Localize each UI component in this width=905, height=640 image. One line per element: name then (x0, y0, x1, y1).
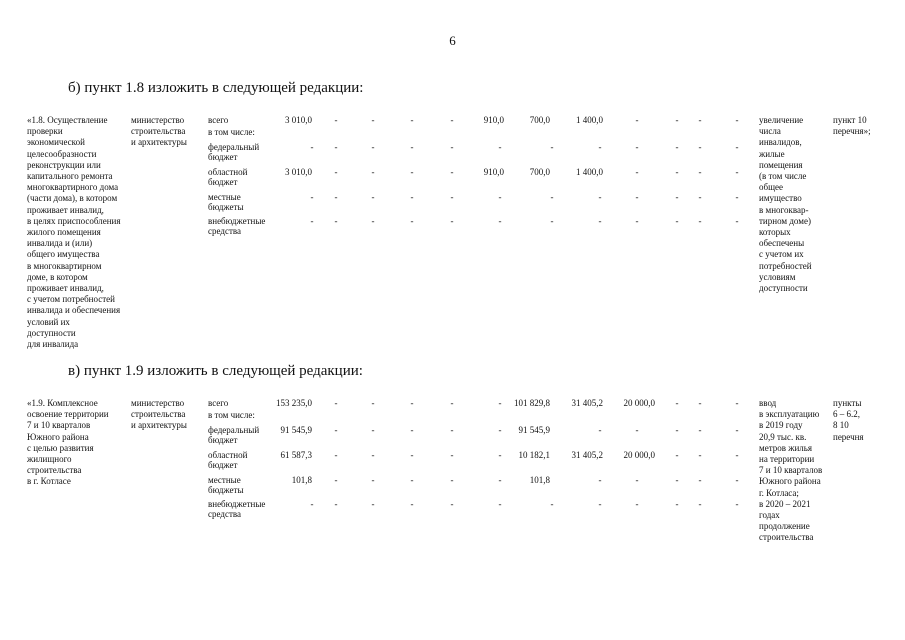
value-cell: - (334, 142, 338, 152)
funding-source: областной бюджет (208, 167, 248, 187)
value-cell: - (410, 192, 414, 202)
value-cell: 910,0 (483, 115, 504, 125)
value-cell: - (698, 115, 702, 125)
result-indicator: ввод в эксплуатацию в 2019 году 20,9 тыс. кв. метров жилья на территории 7 и 10 кварталов Южного района г. Котласа; в 2020 – 2021 годах продолжение строительства (759, 398, 823, 543)
value-cell: - (410, 216, 414, 226)
funding-source: всего (208, 115, 229, 125)
value-cell: - (735, 398, 739, 408)
value-cell: - (334, 216, 338, 226)
value-cell: - (598, 475, 602, 485)
value-cell: - (698, 216, 702, 226)
funding-source: в том числе: (208, 127, 255, 137)
value-cell: - (675, 450, 679, 460)
value-cell: - (450, 475, 454, 485)
funding-source: областной бюджет (208, 450, 248, 470)
value-cell: - (735, 425, 739, 435)
value-cell: - (735, 475, 739, 485)
value-cell: - (371, 450, 375, 460)
value-cell: - (334, 115, 338, 125)
executor: министерство строительства и архитектуры (131, 115, 187, 148)
value-cell: - (410, 499, 414, 509)
value-cell: - (371, 216, 375, 226)
value-cell: - (310, 142, 314, 152)
value-cell: - (735, 450, 739, 460)
section-1-9-heading: в) пункт 1.9 изложить в следующей редакции: (68, 363, 363, 379)
value-cell: - (450, 115, 454, 125)
value-cell: 153 235,0 (276, 398, 312, 408)
value-cell: - (498, 398, 502, 408)
value-cell: - (410, 142, 414, 152)
value-cell: 3 010,0 (285, 167, 312, 177)
value-cell: - (334, 450, 338, 460)
value-cell: - (635, 216, 639, 226)
value-cell: - (334, 425, 338, 435)
value-cell: - (450, 425, 454, 435)
value-cell: - (410, 167, 414, 177)
value-cell: - (550, 142, 554, 152)
value-cell: - (371, 499, 375, 509)
executor: министерство строительства и архитектуры (131, 398, 187, 431)
value-cell: - (675, 167, 679, 177)
value-cell: 101,8 (529, 475, 550, 485)
value-cell: - (598, 192, 602, 202)
funding-source: внебюджетные средства (208, 216, 266, 236)
value-cell: - (698, 192, 702, 202)
value-cell: - (371, 475, 375, 485)
section-1-8-heading: б) пункт 1.8 изложить в следующей редакции: (68, 80, 364, 96)
value-cell: - (498, 216, 502, 226)
value-cell: - (450, 142, 454, 152)
value-cell: 31 405,2 (571, 398, 603, 408)
value-cell: - (371, 398, 375, 408)
value-cell: - (698, 142, 702, 152)
value-cell: - (450, 499, 454, 509)
value-cell: - (310, 216, 314, 226)
value-cell: - (371, 192, 375, 202)
measure-title: «1.8. Осуществление проверки экономической целесообразности реконструкции или капитального ремонта многоквартирного дома (части дома), в котором проживает инвалид, в целях приспособления жилого помещения инвалида и (или) общего имущества в многоквартирном доме, в котором проживает инвалид, с учетом потребностей инвалида и обеспечения условий их доступности для инвалида (27, 115, 121, 350)
measure-title: «1.9. Комплексное освоение территории 7 и 10 кварталов Южного района с целью развития жилищного строительства в г. Котласе (27, 398, 109, 487)
reference: пункт 10 перечня»; (833, 115, 871, 137)
value-cell: - (371, 425, 375, 435)
value-cell: - (735, 142, 739, 152)
value-cell: 91 545,9 (280, 425, 312, 435)
value-cell: - (550, 499, 554, 509)
value-cell: - (735, 216, 739, 226)
value-cell: - (675, 192, 679, 202)
value-cell: - (310, 192, 314, 202)
value-cell: - (498, 425, 502, 435)
value-cell: - (698, 167, 702, 177)
value-cell: 31 405,2 (571, 450, 603, 460)
value-cell: - (635, 192, 639, 202)
value-cell: - (675, 499, 679, 509)
value-cell: - (675, 216, 679, 226)
value-cell: - (598, 499, 602, 509)
value-cell: - (450, 398, 454, 408)
value-cell: - (410, 475, 414, 485)
value-cell: - (735, 192, 739, 202)
value-cell: - (698, 475, 702, 485)
page-number: 6 (449, 33, 456, 48)
value-cell: - (735, 499, 739, 509)
funding-source: всего (208, 398, 229, 408)
value-cell: - (450, 167, 454, 177)
value-cell: - (410, 425, 414, 435)
value-cell: - (635, 167, 639, 177)
funding-source: федеральный бюджет (208, 425, 260, 445)
value-cell: - (498, 475, 502, 485)
value-cell: 3 010,0 (285, 115, 312, 125)
value-cell: - (598, 216, 602, 226)
value-cell: - (371, 142, 375, 152)
value-cell: - (498, 192, 502, 202)
funding-source: местные бюджеты (208, 192, 244, 212)
funding-source: местные бюджеты (208, 475, 244, 495)
value-cell: - (635, 499, 639, 509)
value-cell: - (635, 425, 639, 435)
value-cell: 910,0 (483, 167, 504, 177)
value-cell: - (334, 499, 338, 509)
value-cell: - (675, 115, 679, 125)
value-cell: - (410, 115, 414, 125)
value-cell: 1 400,0 (576, 115, 603, 125)
value-cell: - (498, 499, 502, 509)
value-cell: - (698, 499, 702, 509)
value-cell: - (450, 192, 454, 202)
value-cell: 20 000,0 (623, 450, 655, 460)
value-cell: 700,0 (529, 167, 550, 177)
value-cell: - (635, 115, 639, 125)
value-cell: - (334, 192, 338, 202)
value-cell: 101,8 (291, 475, 312, 485)
value-cell: - (310, 499, 314, 509)
reference: пункты 6 – 6.2, 8 10 перечня (833, 398, 864, 442)
value-cell: - (598, 425, 602, 435)
value-cell: 61 587,3 (280, 450, 312, 460)
value-cell: 91 545,9 (518, 425, 550, 435)
value-cell: - (675, 142, 679, 152)
value-cell: - (550, 216, 554, 226)
value-cell: - (371, 115, 375, 125)
value-cell: - (698, 450, 702, 460)
value-cell: - (450, 216, 454, 226)
value-cell: - (334, 475, 338, 485)
value-cell: - (675, 475, 679, 485)
value-cell: - (334, 398, 338, 408)
value-cell: - (635, 142, 639, 152)
result-indicator: увеличение числа инвалидов, жилые помещения (в том числе общее имущество в многоквар- тирном доме) которых обеспечены с учетом их потребностей условиям доступности (759, 115, 812, 294)
value-cell: - (735, 115, 739, 125)
value-cell: 10 182,1 (518, 450, 550, 460)
value-cell: - (698, 425, 702, 435)
value-cell: 20 000,0 (623, 398, 655, 408)
value-cell: - (498, 450, 502, 460)
value-cell: - (698, 398, 702, 408)
value-cell: - (371, 167, 375, 177)
value-cell: - (410, 450, 414, 460)
value-cell: - (450, 450, 454, 460)
value-cell: 700,0 (529, 115, 550, 125)
value-cell: 1 400,0 (576, 167, 603, 177)
value-cell: - (735, 167, 739, 177)
funding-source: внебюджетные средства (208, 499, 266, 519)
value-cell: - (598, 142, 602, 152)
value-cell: - (550, 192, 554, 202)
value-cell: - (334, 167, 338, 177)
funding-source: в том числе: (208, 410, 255, 420)
value-cell: - (675, 398, 679, 408)
value-cell: - (498, 142, 502, 152)
value-cell: - (635, 475, 639, 485)
value-cell: 101 829,8 (514, 398, 550, 408)
value-cell: - (675, 425, 679, 435)
funding-source: федеральный бюджет (208, 142, 260, 162)
value-cell: - (410, 398, 414, 408)
